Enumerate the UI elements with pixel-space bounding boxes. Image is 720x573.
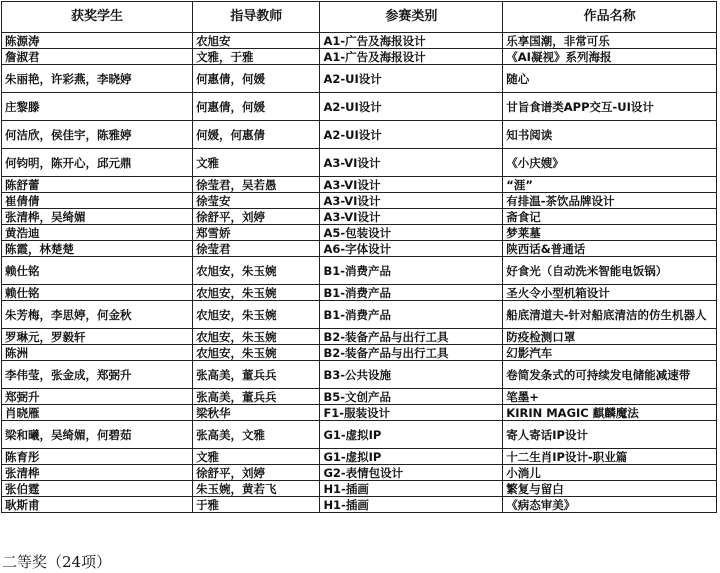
table-row xyxy=(2,209,717,225)
cell-teacher: 徐莹君 xyxy=(193,241,320,257)
cell-category: B2-装备产品与出行工具 xyxy=(320,329,503,345)
header-student: 获奖学生 xyxy=(2,2,193,33)
cell-category: B2-装备产品与出行工具 xyxy=(320,345,503,361)
cell-student: 陈霞，林楚楚 xyxy=(2,241,193,257)
cell-teacher: 农旭安，朱玉婉 xyxy=(193,301,320,329)
table-row xyxy=(2,241,717,257)
cell-category: G1-虚拟IP xyxy=(320,449,503,465)
cell-category: F1-服装设计 xyxy=(320,405,503,421)
cell-work: 幻影汽车 xyxy=(503,345,717,361)
cell-teacher: 文雅 xyxy=(193,449,320,465)
cell-work: 圣火令小型机箱设计 xyxy=(503,285,717,301)
cell-work: 甘旨食谱类APP交互-UI设计 xyxy=(503,93,717,121)
cell-category: A5-包装设计 xyxy=(320,225,503,241)
cell-work: 小淌儿 xyxy=(503,465,717,481)
cell-category: A3-VI设计 xyxy=(320,193,503,209)
table-row xyxy=(2,149,717,177)
cell-student: 何钧明，陈开心，邱元鼎 xyxy=(2,149,193,177)
cell-category: B1-消费产品 xyxy=(320,257,503,285)
cell-student: 张伯霆 xyxy=(2,481,193,497)
cell-category: A6-字体设计 xyxy=(320,241,503,257)
table-row xyxy=(2,257,717,285)
cell-student: 庄黎滕 xyxy=(2,93,193,121)
cell-teacher: 张高美，董兵兵 xyxy=(193,389,320,405)
table-row xyxy=(2,301,717,329)
cell-teacher: 何惠倩，何媛 xyxy=(193,93,320,121)
cell-student: 朱芳梅，李思婷，何金秋 xyxy=(2,301,193,329)
cell-student: 李伟莹，张金成，郑弼升 xyxy=(2,361,193,389)
cell-teacher: 农旭安，朱玉婉 xyxy=(193,285,320,301)
cell-student: 郑弼升 xyxy=(2,389,193,405)
cell-student: 陈育彤 xyxy=(2,449,193,465)
cell-teacher: 农旭安，朱玉婉 xyxy=(193,345,320,361)
cell-student: 陈舒蕾 xyxy=(2,177,193,193)
cell-student: 朱丽艳，许彩燕，李晓婷 xyxy=(2,65,193,93)
header-category: 参赛类别 xyxy=(320,2,503,33)
cell-teacher: 文雅 xyxy=(193,149,320,177)
cell-student: 崔倩倩 xyxy=(2,193,193,209)
cell-teacher: 郑雪娇 xyxy=(193,225,320,241)
cell-student: 陈洲 xyxy=(2,345,193,361)
table-row xyxy=(2,449,717,465)
table-row xyxy=(2,121,717,149)
cell-student: 张清桦 xyxy=(2,465,193,481)
cell-teacher: 张高美，文雅 xyxy=(193,421,320,449)
table-row xyxy=(2,33,717,49)
cell-student: 耿斯甫 xyxy=(2,497,193,513)
cell-teacher: 于雅 xyxy=(193,497,320,513)
cell-teacher: 农旭安，朱玉婉 xyxy=(193,329,320,345)
cell-work: “涯” xyxy=(503,177,717,193)
cell-work: 斋食记 xyxy=(503,209,717,225)
table-row xyxy=(2,481,717,497)
table-row xyxy=(2,421,717,449)
cell-category: B3-公共设施 xyxy=(320,361,503,389)
cell-teacher: 徐舒平，刘婷 xyxy=(193,465,320,481)
cell-student: 赖仕铭 xyxy=(2,285,193,301)
table-row xyxy=(2,345,717,361)
table-row xyxy=(2,285,717,301)
cell-work: 有排温-茶饮品牌设计 xyxy=(503,193,717,209)
cell-student: 罗琳元，罗毅轩 xyxy=(2,329,193,345)
cell-category: A2-UI设计 xyxy=(320,93,503,121)
table-row xyxy=(2,225,717,241)
table-row xyxy=(2,405,717,421)
cell-teacher: 农旭安 xyxy=(193,33,320,49)
cell-student: 黄浩迪 xyxy=(2,225,193,241)
cell-work: 梦莱墓 xyxy=(503,225,717,241)
cell-category: B1-消费产品 xyxy=(320,285,503,301)
cell-teacher: 朱玉婉，黄若飞 xyxy=(193,481,320,497)
table-row xyxy=(2,329,717,345)
cell-work: 十二生肖IP设计-职业篇 xyxy=(503,449,717,465)
cell-student: 赖仕铭 xyxy=(2,257,193,285)
cell-category: H1-插画 xyxy=(320,497,503,513)
cell-category: A1-广告及海报设计 xyxy=(320,33,503,49)
cell-student: 梁和曦，吴绮媚，何碧茹 xyxy=(2,421,193,449)
table-row xyxy=(2,93,717,121)
table-row xyxy=(2,497,717,513)
table-header-row xyxy=(2,2,717,33)
cell-student: 詹淑君 xyxy=(2,49,193,65)
cell-teacher: 徐莹君，吴若愚 xyxy=(193,177,320,193)
cell-work: 繁复与留白 xyxy=(503,481,717,497)
header-work: 作品名称 xyxy=(503,2,717,33)
cell-work: 陕西话&普通话 xyxy=(503,241,717,257)
cell-work: 随心 xyxy=(503,65,717,93)
cell-category: B1-消费产品 xyxy=(320,301,503,329)
cell-work: 卷简发条式的可持续发电储能减速带 xyxy=(503,361,717,389)
table-row xyxy=(2,49,717,65)
cell-category: G2-表情包设计 xyxy=(320,465,503,481)
table-row xyxy=(2,389,717,405)
cell-teacher: 徐莹安 xyxy=(193,193,320,209)
cell-category: H1-插画 xyxy=(320,481,503,497)
cell-student: 肖晓雁 xyxy=(2,405,193,421)
cell-work: 《小庆嫂》 xyxy=(503,149,717,177)
cell-teacher: 何惠倩，何媛 xyxy=(193,65,320,93)
cell-work: 好食光（自动洗米智能电饭锅） xyxy=(503,257,717,285)
cell-category: A3-VI设计 xyxy=(320,177,503,193)
cell-work: 船底清道夫-针对船底清洁的仿生机器人 xyxy=(503,301,717,329)
header-teacher: 指导教师 xyxy=(193,2,320,33)
cell-work: 乐享国潮，非常可乐 xyxy=(503,33,717,49)
table-row xyxy=(2,177,717,193)
cell-category: A3-VI设计 xyxy=(320,149,503,177)
table-row xyxy=(2,193,717,209)
cell-work: 《病态审美》 xyxy=(503,497,717,513)
cell-teacher: 徐舒平，刘婷 xyxy=(193,209,320,225)
table-row xyxy=(2,361,717,389)
cell-work: 防疫检测口罩 xyxy=(503,329,717,345)
section-caption: 二等奖（24项） xyxy=(2,553,112,571)
cell-category: A1-广告及海报设计 xyxy=(320,49,503,65)
cell-student: 何洁欣，侯佳宇，陈雅婷 xyxy=(2,121,193,149)
cell-student: 陈源涛 xyxy=(2,33,193,49)
cell-teacher: 梁秋华 xyxy=(193,405,320,421)
table-row xyxy=(2,465,717,481)
cell-category: B5-文创产品 xyxy=(320,389,503,405)
cell-category: A2-UI设计 xyxy=(320,121,503,149)
awards-table xyxy=(1,1,717,513)
cell-work: 知书阅读 xyxy=(503,121,717,149)
table-row xyxy=(2,65,717,93)
cell-work: 《AI凝视》系列海报 xyxy=(503,49,717,65)
cell-category: A3-VI设计 xyxy=(320,209,503,225)
cell-teacher: 文雅，于雅 xyxy=(193,49,320,65)
cell-category: G1-虚拟IP xyxy=(320,421,503,449)
cell-teacher: 何媛，何惠倩 xyxy=(193,121,320,149)
cell-teacher: 农旭安，朱玉婉 xyxy=(193,257,320,285)
cell-category: A2-UI设计 xyxy=(320,65,503,93)
cell-work: 寄人寄话IP设计 xyxy=(503,421,717,449)
cell-student: 张清桦，吴绮媚 xyxy=(2,209,193,225)
cell-work: KIRIN MAGIC 麒麟魔法 xyxy=(503,405,717,421)
cell-teacher: 张高美，董兵兵 xyxy=(193,361,320,389)
cell-work: 笔墨+ xyxy=(503,389,717,405)
